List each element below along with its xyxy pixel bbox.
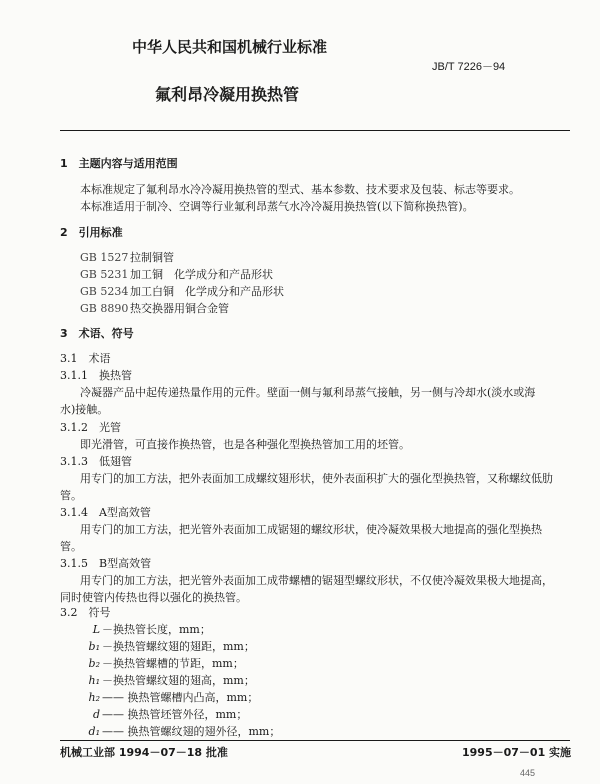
reference-code: GB 1527: [80, 251, 129, 264]
symbol-item: [70, 623, 211, 637]
term-3-1-5-text: 同时使管内传热也得以强化的换热管。: [60, 591, 247, 604]
term-3-1-2-text: 即光滑管，可直接作换热管，也是各种强化型换热管加工用的坯管。: [80, 438, 410, 451]
symbol-item: [70, 674, 255, 688]
symbol-description: —— 换热管螺槽内凸高，mm；: [102, 691, 259, 704]
title-rule: [60, 130, 570, 131]
term-3-1-1-text: 冷凝器产品中起传递热量作用的元件。壁面一侧与氟利昂蒸气接触，另一侧与冷却水(淡水或海: [80, 386, 536, 399]
term-3-1-2-heading: 3.1.2 光管: [60, 421, 121, 434]
reference-item: [80, 302, 229, 316]
reference-code: GB 8890: [80, 302, 129, 315]
reference-code: GB 5231: [80, 268, 129, 281]
symbol-item: [70, 657, 244, 671]
reference-title: 加工铜 化学成分和产品形状: [130, 268, 273, 281]
footer-rule: [60, 740, 570, 741]
term-3-1-4-text: 用专门的加工方法，把光管外表面加工成锯翅的螺纹形状，使冷凝效果极大地提高的强化型换热: [80, 523, 542, 536]
symbol: h₂: [88, 691, 100, 704]
section-1-paragraph-2: 本标准适用于制冷、空调等行业氟利昂蒸气水冷冷凝用换热管(以下简称换热管)。: [80, 200, 474, 213]
term-3-1-5-heading: 3.1.5 B型高效管: [60, 557, 152, 570]
symbol-description: —— 换热管螺纹翅的翅外径，mm；: [102, 725, 281, 738]
section-2-heading: 2 引用标准: [60, 226, 123, 239]
term-3-1-3-heading: 3.1.3 低翅管: [60, 455, 132, 468]
standard-number: JB/T 7226－94: [432, 61, 506, 73]
reference-title: 热交换器用铜合金管: [130, 302, 229, 315]
symbol-item: [70, 691, 258, 705]
term-3-1-1-heading: 3.1.1 换热管: [60, 369, 132, 382]
symbol: d: [92, 708, 100, 721]
subsection-3-2: 3.2 符号: [60, 606, 111, 619]
reference-item: [80, 268, 273, 282]
section-3-heading: 3 术语、符号: [60, 327, 134, 340]
symbol-item: [70, 640, 255, 654]
reference-item: [80, 251, 174, 265]
term-3-1-5-text: 用专门的加工方法，把光管外表面加工成带螺槽的锯翅型螺纹形状，不仅使冷凝效果极大地提高，: [80, 574, 553, 587]
page-number: 445: [520, 768, 536, 778]
symbol-description: －换热管螺槽的节距，mm；: [102, 657, 244, 670]
symbol: b₁: [88, 640, 100, 653]
symbol: h₁: [88, 674, 100, 687]
symbol-description: －换热管螺纹翅的翅距，mm；: [102, 640, 255, 653]
term-3-1-4-heading: 3.1.4 A型高效管: [60, 506, 151, 519]
term-3-1-4-text: 管。: [60, 540, 82, 553]
symbol-description: －换热管螺纹翅的翅高，mm；: [102, 674, 255, 687]
term-3-1-3-text: 用专门的加工方法，把外表面加工成螺纹翅形状，使外表面积扩大的强化型换热管，又称螺纹低肋: [80, 472, 553, 485]
reference-item: [80, 285, 284, 299]
org-title: 中华人民共和国机械行业标准: [132, 38, 328, 56]
implementation-date: 1995－07－01 实施: [462, 746, 572, 759]
symbol-description: －换热管长度，mm；: [102, 623, 211, 636]
symbol-description: —— 换热管坯管外径，mm；: [102, 708, 248, 721]
reference-title: 加工白铜 化学成分和产品形状: [130, 285, 284, 298]
term-3-1-1-text: 水)接触。: [60, 403, 109, 416]
reference-code: GB 5234: [80, 285, 129, 298]
section-1-heading: 1 主题内容与适用范围: [60, 157, 178, 170]
document-title: 氟利昂冷凝用换热管: [155, 85, 300, 104]
symbol-item: [70, 725, 280, 739]
symbol: L: [92, 623, 100, 636]
section-1-paragraph-1: 本标准规定了氟利昂水冷冷凝用换热管的型式、基本参数、技术要求及包装、标志等要求。: [80, 183, 520, 196]
symbol: d₁: [88, 725, 100, 738]
symbol: b₂: [88, 657, 100, 670]
subsection-3-1: 3.1 术语: [60, 352, 111, 365]
reference-title: 拉制铜管: [130, 251, 174, 264]
symbol-item: [70, 708, 247, 722]
term-3-1-3-text: 管。: [60, 489, 82, 502]
approval-info: 机械工业部 1994－07－18 批准: [60, 746, 228, 759]
